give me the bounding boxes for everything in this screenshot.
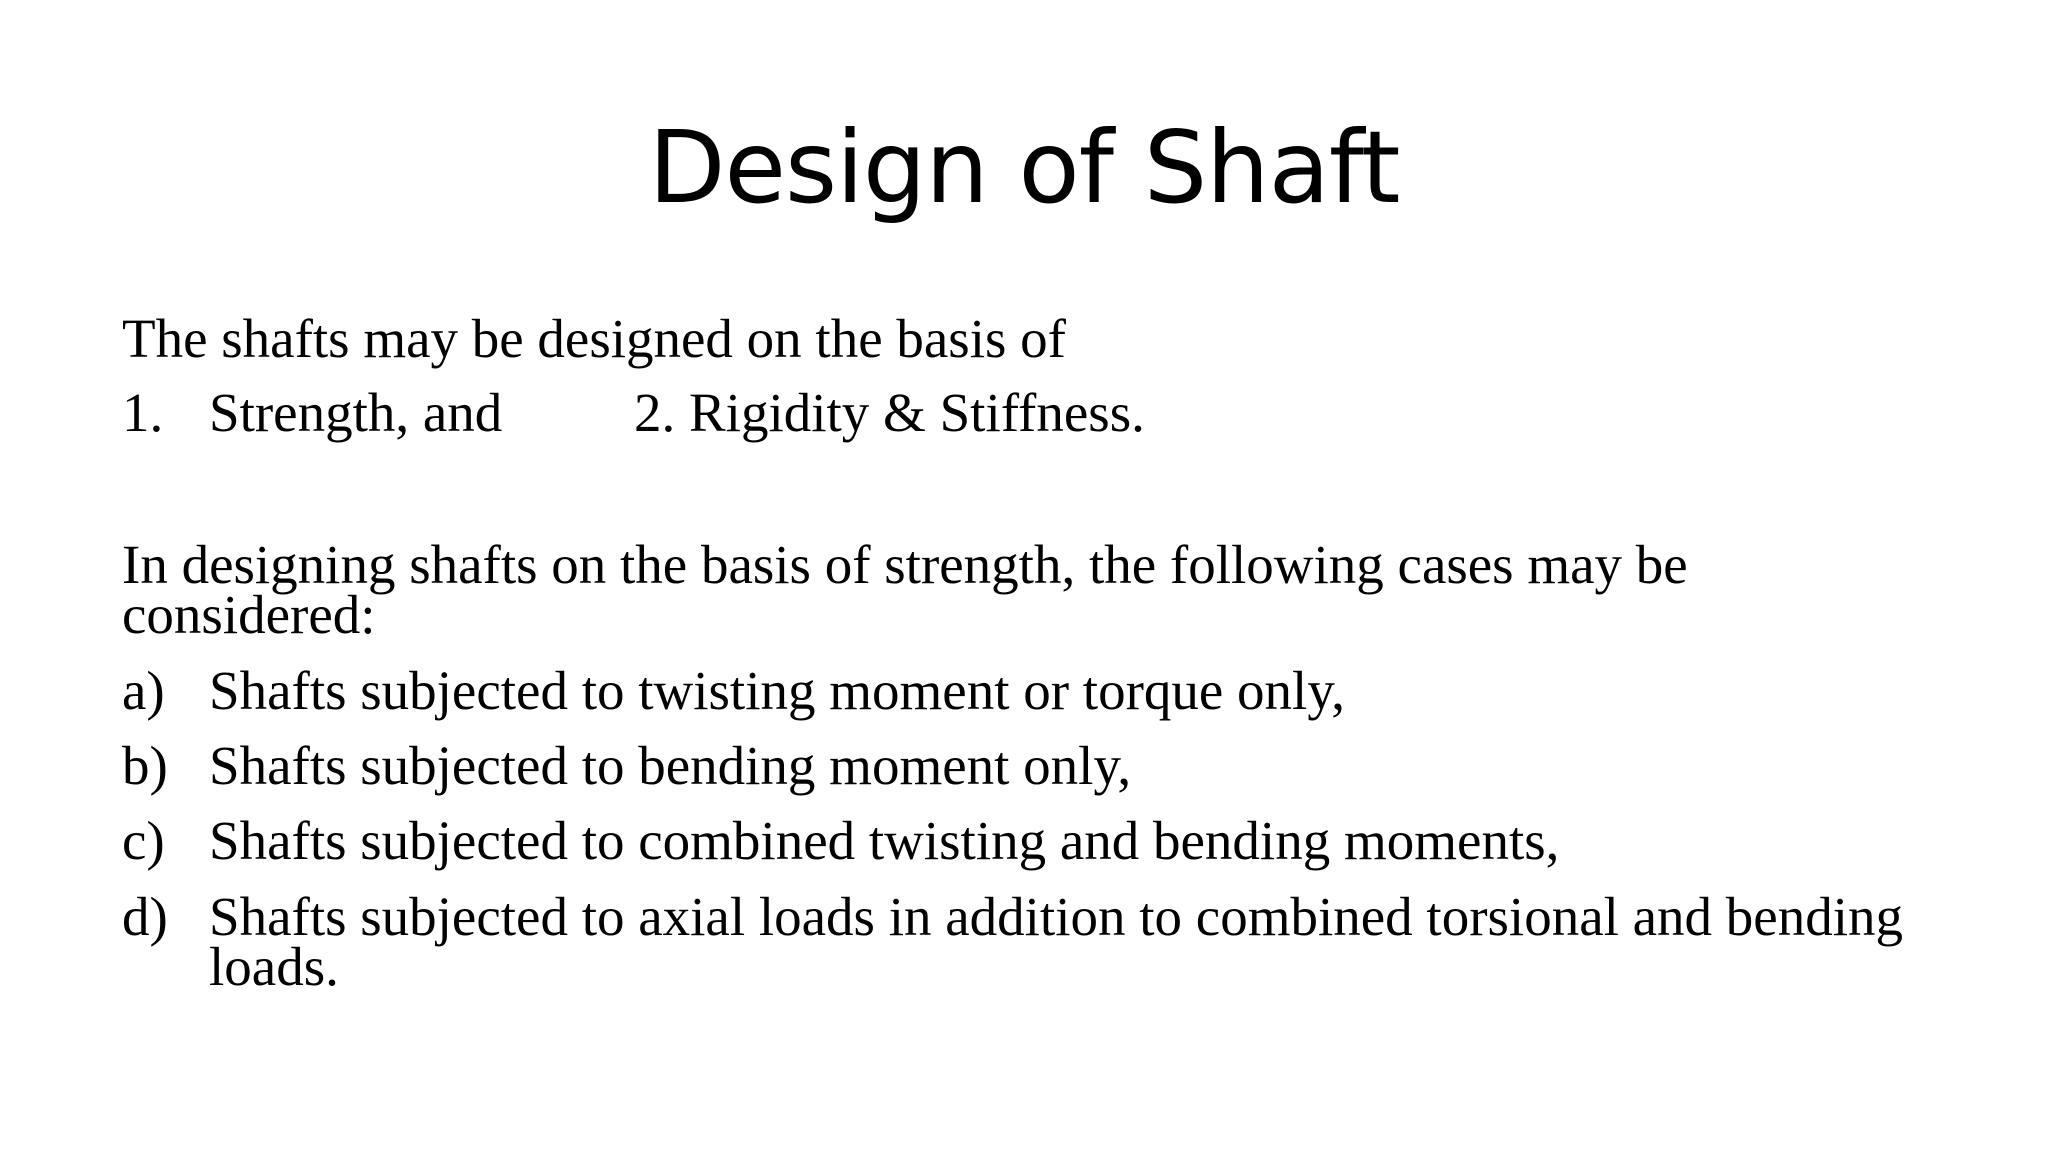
strength-intro-line-1: In designing shafts on the basis of strength, the following cases may be: [122, 534, 1688, 595]
case-b-text: Shafts subjected to bending moment only,: [209, 735, 1132, 796]
case-item-d: [122, 886, 1952, 997]
basis-1-text: Strength, and: [209, 382, 503, 443]
strength-intro-line-2: considered:: [122, 584, 376, 645]
case-a-text: Shafts subjected to twisting moment or torque only,: [209, 660, 1346, 721]
basis-1-marker: 1.: [122, 382, 164, 443]
case-item-b: [122, 735, 1952, 796]
case-c-text: Shafts subjected to combined twisting and bending moments,: [209, 810, 1560, 871]
case-item-a: [122, 660, 1952, 721]
basis-list: [122, 382, 1952, 443]
basis-2-text: 2. Rigidity & Stiffness.: [634, 382, 1145, 443]
case-c-marker: c): [122, 810, 165, 871]
intro-text: The shafts may be designed on the basis of: [122, 308, 1066, 369]
slide-title: Design of Shaft: [648, 109, 1400, 226]
case-item-c: [122, 810, 1952, 871]
case-d-text-line-1: Shafts subjected to axial loads in addition to combined torsional and bending: [209, 886, 1903, 947]
case-a-marker: a): [122, 660, 165, 721]
case-b-marker: b): [122, 735, 168, 796]
case-d-text-line-2: loads.: [209, 936, 339, 997]
case-d-marker: d): [122, 886, 168, 947]
